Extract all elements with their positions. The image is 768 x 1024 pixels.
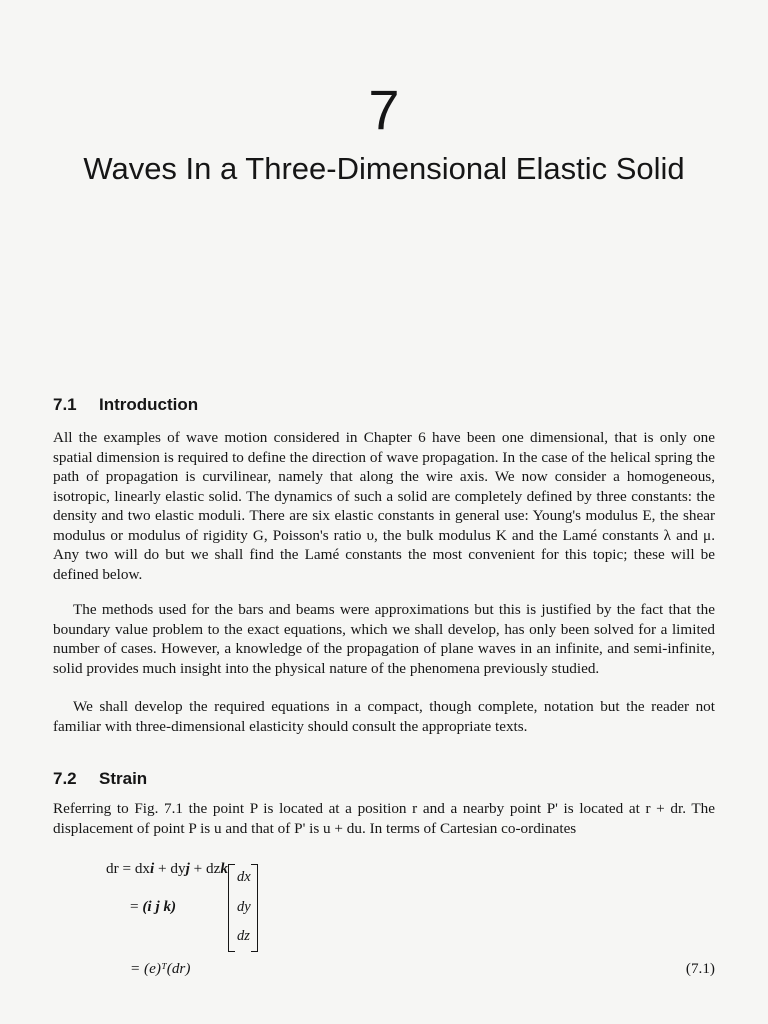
eq-unit-k: k — [220, 860, 228, 877]
intro-paragraph-2: The methods used for the bars and beams were approximations but this is justified by the fact that the boundary value problem to the exact equations, which we shall develop, has only been solved for a limited number of cases. However, a knowledge of the propagation of plane waves in an infinite, and semi-infinite, solid provides much insight into the physical nature of the phenomena previously studied. — [53, 601, 715, 677]
matrix-entry-dz: dz — [237, 928, 250, 944]
equation-line-2 — [130, 897, 176, 917]
eq-unit-j: j — [185, 860, 190, 877]
section-number: 7.2 — [53, 769, 77, 788]
equation-line-3: = (e)ᵀ(dr) — [130, 960, 191, 977]
equation-number: (7.1) — [685, 960, 715, 977]
column-matrix — [228, 864, 258, 950]
eq-plus: + — [158, 860, 167, 877]
section-heading-introduction — [53, 394, 198, 416]
section-title: Strain — [99, 769, 148, 788]
chapter-title: Waves In a Three-Dimensional Elastic Solid — [83, 151, 685, 186]
eq-term-dx: dx — [134, 860, 151, 877]
matrix-entry-dx: dx — [237, 869, 251, 885]
left-bracket — [228, 864, 235, 952]
right-bracket — [251, 864, 258, 952]
eq-term-dy: dy — [170, 860, 186, 877]
section-title: Introduction — [99, 395, 199, 414]
eq-lhs: dr — [106, 860, 119, 877]
eq-equals: = — [130, 898, 139, 915]
intro-paragraph-3: We shall develop the required equations in a compact, though complete, notation but the reader not familiar with three-dimensional elasticity should consult the appropriate texts. — [53, 698, 715, 735]
eq-plus: + — [193, 860, 203, 877]
chapter-number: 7 — [368, 78, 400, 141]
eq-unit-vector: (i j k) — [142, 898, 177, 915]
eq-unit-i: i — [150, 860, 155, 877]
section-number: 7.1 — [53, 395, 77, 414]
equation-line-1 — [106, 859, 228, 879]
section-heading-strain — [53, 768, 147, 790]
strain-paragraph-1: Referring to Fig. 7.1 the point P is located at a position r and a nearby point P' is located at r + dr. The displacement of point P is u and that of P' is u + du. In terms of Cartesian co-ordinates — [53, 800, 715, 837]
eq-equals: = — [122, 860, 132, 877]
intro-paragraph-1: All the examples of wave motion considered in Chapter 6 have been one dimensional, that is only one spatial dimension is required to define the direction of wave propagation. In the case of the helical spring the path of propagation is curvilinear, namely that along the wire axis. We now consider a homogeneous, isotropic, linearly elastic solid. The dynamics of such a solid are completely defined by three constants: the density and two elastic moduli. There are six elastic constants in general use: Young's modulus E, the shear modulus or modulus of rigidity G, Poisson's ratio υ, the bulk modulus K and the Lamé constants λ and μ. Any two will do but we shall find the Lamé constants the most convenient for this topic; these will be defined below. — [53, 429, 715, 583]
eq-term-dz: dz — [206, 860, 221, 877]
matrix-entry-dy: dy — [237, 899, 251, 915]
